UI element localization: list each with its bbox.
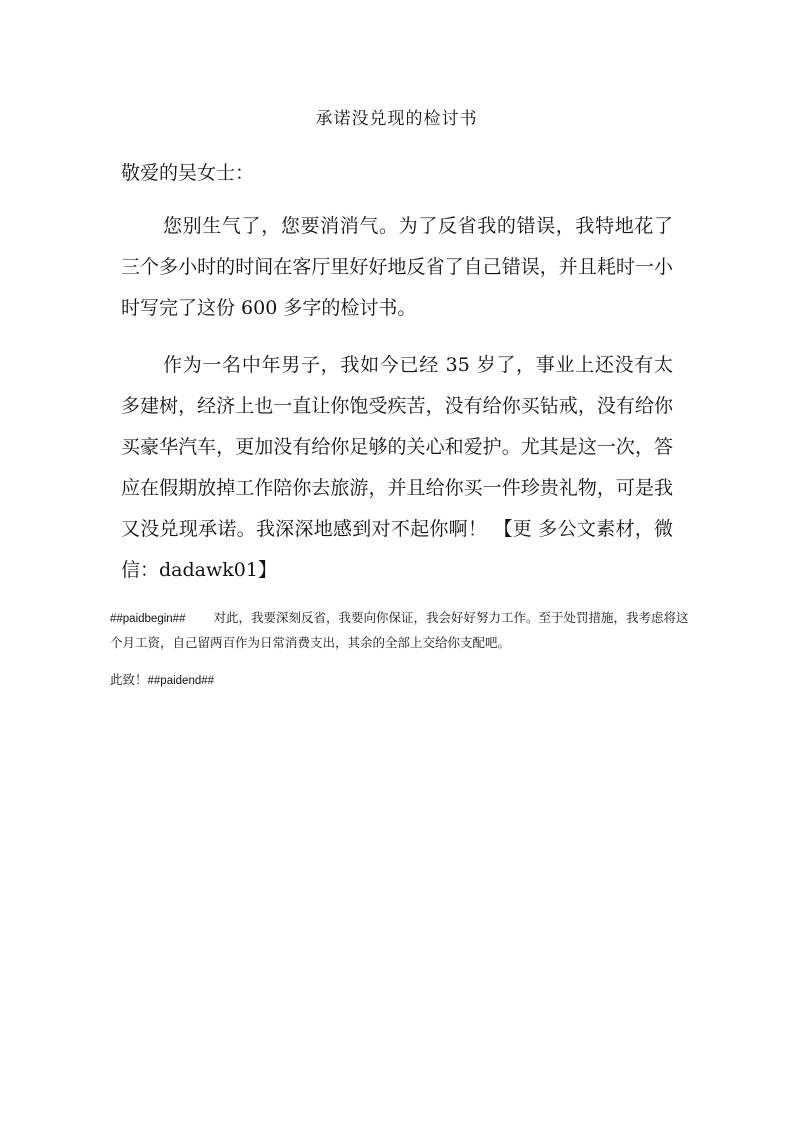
paid-paragraph (110, 606, 690, 655)
closing-line (110, 668, 690, 693)
body-paragraph-2: 作为一名中年男子，我如今已经 35 岁了，事业上还没有太多建树，经济上也一直让你饱受疾苦，没有给你买钻戒，没有给你买豪华汽车，更加没有给你足够的关心和爱护。尤其是这一次，答应在假期放掉工作陪你去旅游，并且给你买一件珍贵礼物，可是我又没兑现承诺。我深深地感到对不起你啊！ 【更 多公文素材，微信：dadawk01】 (121, 354, 673, 581)
salutation: 敬爱的吴女士： (121, 162, 255, 184)
paid-begin-marker: ##paidbegin## (110, 613, 186, 625)
paid-paragraph-text: 对此，我要深刻反省，我要向你保证，我会好好努力工作。至于处罚措施，我考虑将这个月工资，自己留两百作为日常消费支出，其余的全部上交给你支配吧。 (110, 610, 689, 650)
closing-text: 此致！ (110, 672, 148, 687)
paid-end-marker: ##paidend## (147, 675, 215, 687)
body-paragraph-1: 您别生气了，您要消消气。为了反省我的错误，我特地花了三个多小时的时间在客厅里好好地反省了自己错误，并且耗时一小时写完了这份 600 多字的检讨书。 (121, 215, 673, 319)
document-title: 承诺没兑现的检讨书 (315, 109, 478, 129)
